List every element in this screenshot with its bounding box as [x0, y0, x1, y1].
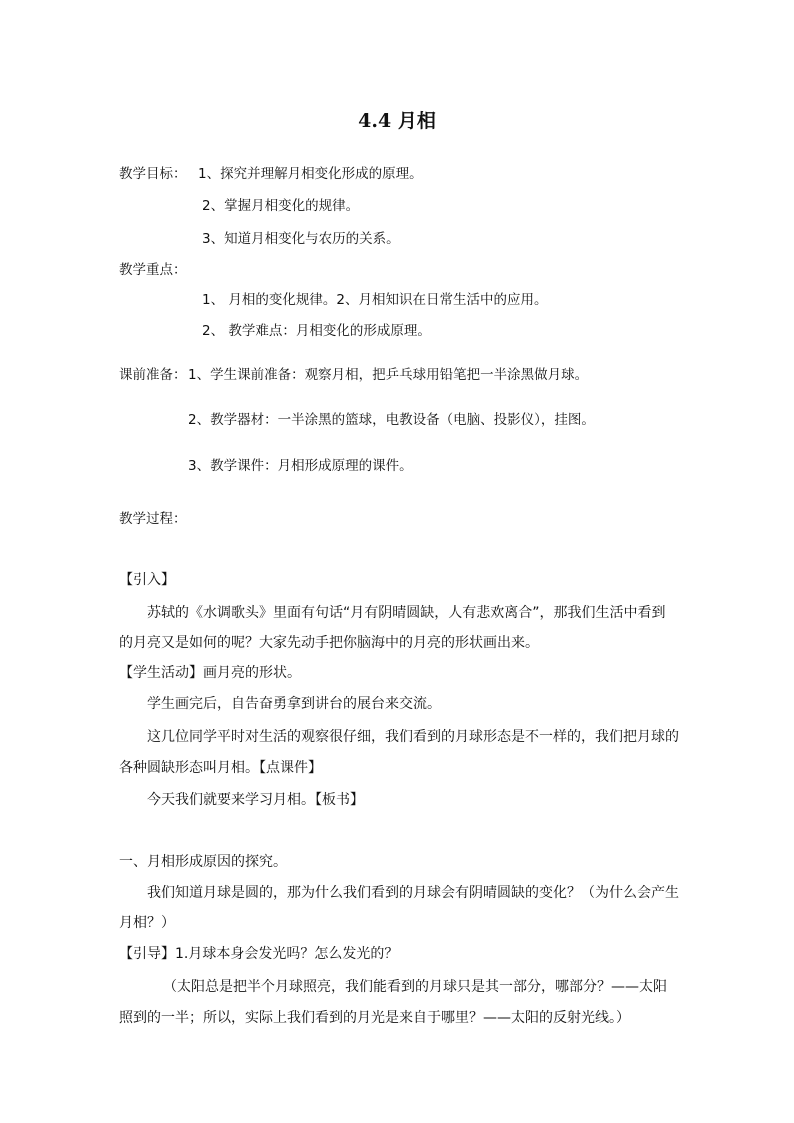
- paragraph-line: 这几位同学平时对生活的观察很仔细，我们看到的月球形态是不一样的，我们把月球的: [147, 729, 679, 745]
- section-heading: 【学生活动】画月亮的形状。: [119, 665, 301, 681]
- key-point-item: 1、 月相的变化规律。2、月相知识在日常生活中的应用。: [202, 292, 548, 308]
- paragraph-line: 学生画完后，自告奋勇拿到讲台的展台来交流。: [147, 696, 441, 712]
- paragraph-line: 我们知道月球是圆的，那为什么我们看到的月球会有阴晴圆缺的变化？（为什么会产生: [147, 885, 679, 901]
- preparation-item: 1、学生课前准备：观察月相，把乒乓球用铅笔把一半涂黑做月球。: [188, 367, 589, 383]
- preparation-label: 课前准备：: [119, 367, 187, 383]
- preparation-item: 2、教学器材：一半涂黑的篮球，电教设备（电脑、投影仪），挂图。: [188, 412, 595, 428]
- paragraph-line: 月相？）: [119, 915, 175, 931]
- key-points-label: 教学重点：: [119, 262, 187, 278]
- objectives-label: 教学目标：: [119, 166, 187, 182]
- objective-item: 2、掌握月相变化的规律。: [202, 198, 360, 214]
- key-point-item: 2、 教学难点：月相变化的形成原理。: [202, 323, 431, 339]
- preparation-item: 3、教学课件：月相形成原理的课件。: [188, 458, 413, 474]
- section-heading: 【引入】: [119, 572, 175, 588]
- paragraph-line: 苏轼的《水调歌头》里面有句话“月有阴晴圆缺，人有悲欢离合”，那我们生活中看到: [147, 605, 666, 621]
- page-title: 4.4 月相: [358, 110, 436, 132]
- paragraph-line: 今天我们就要来学习月相。【板书】: [147, 792, 364, 808]
- section-heading: 【引导】1.月球本身会发光吗？怎么发光的？: [119, 946, 399, 962]
- objective-item: 3、知道月相变化与农历的关系。: [202, 231, 400, 247]
- paragraph-line: （太阳总是把半个月球照亮，我们能看到的月球只是其一部分，哪部分？——太阳: [163, 979, 667, 995]
- objective-item: 1、探究并理解月相变化形成的原理。: [198, 166, 423, 182]
- paragraph-line: 照到的一半；所以，实际上我们看到的月光是来自于哪里？——太阳的反射光线。）: [119, 1010, 630, 1026]
- paragraph-line: 各种圆缺形态叫月相。【点课件】: [119, 760, 322, 776]
- process-label: 教学过程：: [119, 511, 187, 527]
- paragraph-line: 的月亮又是如何的呢？大家先动手把你脑海中的月亮的形状画出来。: [119, 635, 539, 651]
- section-heading: 一、月相形成原因的探究。: [119, 854, 287, 870]
